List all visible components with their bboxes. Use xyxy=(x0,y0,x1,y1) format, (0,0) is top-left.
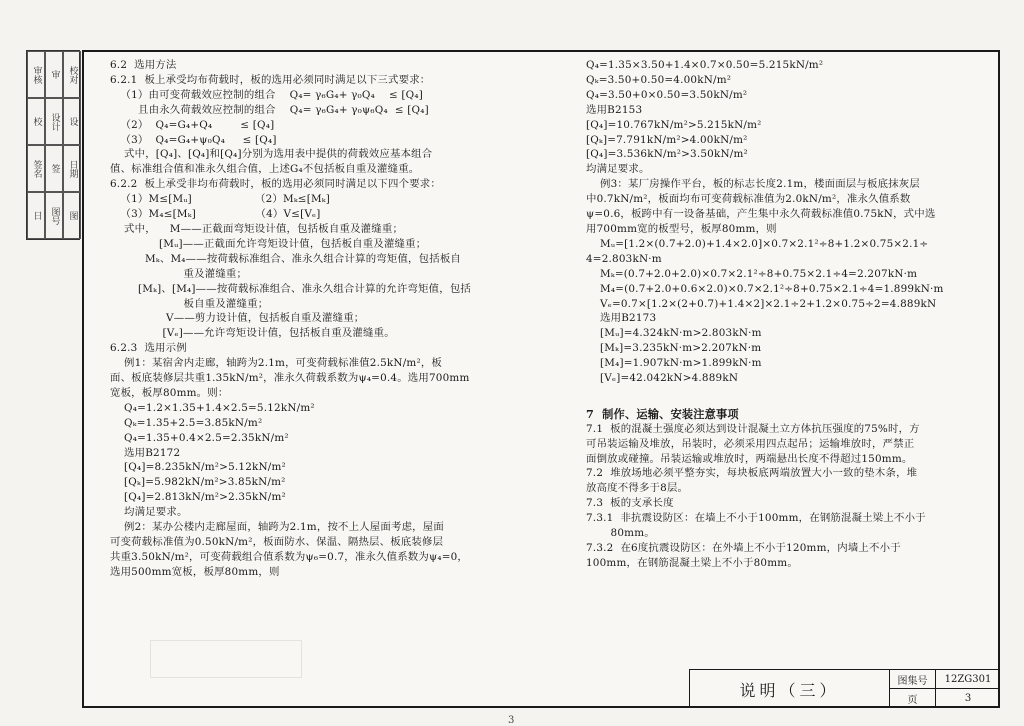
right-column-line: 7.3 板的支承长度 xyxy=(586,497,674,510)
right-column-line: M₄=(0.7+2.0+0.6×2.0)×0.7×2.1²÷8+0.75×2.1÷4=1.899kN·m xyxy=(586,282,944,295)
right-column-line: 均满足要求。 xyxy=(586,163,650,176)
left-column-line: [Mₖ]、[M₄]——按荷载标准组合、准永久组合计算的允许弯矩值，包括 xyxy=(110,282,472,295)
left-column-line: 可变荷载标准值为0.50kN/m²，板面防水、保温、隔热层、板底装修层 xyxy=(110,536,444,548)
binding-cell: 校对 xyxy=(63,51,81,98)
binding-cell: 日期 xyxy=(63,145,81,192)
right-column-line: Q₄=3.50+0×0.50=3.50kN/m² xyxy=(586,88,748,101)
right-column-line: Mᵤ=[1.2×(0.7+2.0)+1.4×2.0]×0.7×2.1²÷8+1.2×0.75×2.1÷ xyxy=(586,237,929,250)
right-column-line: 7 制作、运输、安装注意事项 xyxy=(586,406,739,421)
left-column-line: 重及灌缝重； xyxy=(110,267,248,280)
left-column-line: （3） Q₄=G₄+ψ₀Q₄ ≤ [Q₄] xyxy=(110,133,277,146)
left-column-line: [Q₄]=2.813kN/m²>2.35kN/m² xyxy=(110,491,286,504)
right-column xyxy=(586,58,990,571)
left-column xyxy=(110,58,570,580)
left-column-line: Mₖ、M₄——按荷载标准组合、准永久组合计算的弯矩值，包括板自 xyxy=(110,252,462,265)
right-column-line: ψ=0.6，板跨中有一设备基础，产生集中永久荷载标准值0.75kN，式中选 xyxy=(586,208,936,221)
right-column-line: [Q₄]=3.536kN/m²>3.50kN/m² xyxy=(586,148,748,161)
binding-cell: 日 xyxy=(27,192,45,239)
left-column-line: 共重3.50kN/m²，可变荷载组合值系数为ψ₆=0.7，准永久值系数为ψ₄=0， xyxy=(110,550,469,563)
left-column-line: 且由永久荷载效应控制的组合 Q₄= γ₆G₄+ γ₀ψ₆Q₄ ≤ [Q₄] xyxy=(110,103,429,116)
right-column-line: 80mm。 xyxy=(586,527,655,540)
faint-stamp xyxy=(150,640,302,678)
right-column-line: [Qₖ]=7.791kN/m²>4.00kN/m² xyxy=(586,133,748,146)
binding-cell: 图号 xyxy=(45,192,63,239)
atlas-number-label: 图集号 xyxy=(890,670,936,689)
left-column-line: 6.2 选用方法 xyxy=(110,59,177,71)
left-column-line: Q₄=1.35+0.4×2.5=2.35kN/m² xyxy=(110,431,289,444)
left-column-line: 式中，[Q₄]、[Q₄]和[Q₄]分别为选用表中提供的荷载效应基本组合 xyxy=(110,148,433,161)
right-column-line: Vₑ=0.7×[1.2×(2+0.7)+1.4×2]×2.1÷2+1.2×0.75÷2=4.889kN xyxy=(586,297,937,310)
right-column-line: 100mm，在钢筋混凝土梁上不小于80mm。 xyxy=(586,556,798,569)
right-column-line: [Mᵤ]=4.324kN·m>2.803kN·m xyxy=(586,327,762,340)
binding-cell: 审 xyxy=(45,51,63,98)
right-column-line: 可吊装运输及堆放，吊装时，必须采用四点起吊；运输堆放时，严禁正 xyxy=(586,437,915,450)
right-column-line: [M₄]=1.907kN·m>1.899kN·m xyxy=(586,357,762,370)
right-column-line: Mₖ=(0.7+2.0+2.0)×0.7×2.1²÷8+0.75×2.1÷4=2.207kN·m xyxy=(586,267,918,280)
right-column-line: [Vₑ]=42.042kN>4.889kN xyxy=(586,372,739,385)
right-column-line xyxy=(586,386,990,401)
left-column-line: Qₖ=1.35+2.5=3.85kN/m² xyxy=(110,416,263,429)
left-column-line: 均满足要求。 xyxy=(110,506,188,519)
left-column-line: 例1：某宿舍内走廊，轴跨为2.1m，可变荷载标准值2.5kN/m²，板 xyxy=(110,357,443,370)
left-column-line: （1）由可变荷载效应控制的组合 Q₄= γ₆G₄+ γ₀Q₄ ≤ [Q₄] xyxy=(110,88,424,101)
binding-signature-block xyxy=(26,50,80,240)
left-column-line: 6.2.1 板上承受均布荷载时，板的选用必须同时满足以下三式要求： xyxy=(110,73,431,86)
right-column-line: 选用B2173 xyxy=(586,312,657,325)
page-label: 页 xyxy=(890,689,936,708)
left-column-line: （3）M₄≤[Mₖ] （4）V≤[Vₑ] xyxy=(110,208,321,221)
left-column-line: 例2：某办公楼内走廊屋面，轴跨为2.1m，按不上人屋面考虑，屋面 xyxy=(110,521,444,534)
left-column-line: 宽板，板厚80mm。则： xyxy=(110,386,229,399)
left-column-line: 选用B2172 xyxy=(110,446,181,459)
right-column-line: 中0.7kN/m²，板面均布可变荷载标准值为2.0kN/m²，准永久值系数 xyxy=(586,193,911,206)
left-column-line: [Mᵤ]——正截面允许弯矩设计值，包括板自重及灌缝重； xyxy=(110,237,427,250)
right-column-line: [Mₖ]=3.235kN·m>2.207kN·m xyxy=(586,342,762,355)
left-column-line: （2） Q₄=G₄+Q₄ ≤ [Q₄] xyxy=(110,118,275,131)
left-column-line: [Qₖ]=5.982kN/m²>3.85kN/m² xyxy=(110,476,286,489)
right-column-line: 4=2.803kN·m xyxy=(586,252,662,265)
right-column-line: 面倒放或碰撞。吊装运输或堆放时，两端悬出长度不得超过150mm。 xyxy=(586,452,913,465)
right-column-line: 7.3.1 非抗震设防区：在墙上不小于100mm，在钢筋混凝土梁上不小于 xyxy=(586,512,926,525)
left-column-line: （1）M≤[Mᵤ] （2）Mₖ≤[Mₖ] xyxy=(110,193,331,206)
binding-cell: 签 xyxy=(45,145,63,192)
sheet-info xyxy=(890,670,1000,708)
left-column-line: 式中， M——正截面弯矩设计值，包括板自重及灌缝重； xyxy=(110,222,404,235)
left-column-line: [Vₑ]——允许弯矩设计值，包括板自重及灌缝重。 xyxy=(110,327,395,340)
right-column-line: Qₖ=3.50+0.50=4.00kN/m² xyxy=(586,73,732,86)
right-column-line: Q₄=1.35×3.50+1.4×0.7×0.50=5.215kN/m² xyxy=(586,59,824,71)
binding-cell: 设 xyxy=(63,98,81,145)
left-column-line: 板自重及灌缝重； xyxy=(110,297,269,310)
binding-cell: 审核 xyxy=(27,51,45,98)
right-column-line: 7.2 堆放场地必须平整夯实，每块板底两端放置大小一致的垫木条，堆 xyxy=(586,467,918,480)
left-column-line: 6.2.2 板上承受非均布荷载时，板的选用必须同时满足以下四个要求： xyxy=(110,178,441,191)
right-column-line: 选用B2153 xyxy=(586,103,643,116)
binding-cell: 图 xyxy=(63,192,81,239)
right-column-line: 例3：某厂房操作平台，板的标志长度2.1m，楼面面层与板底抹灰层 xyxy=(586,178,920,191)
right-column-line: 放高度不得多于8层。 xyxy=(586,482,689,495)
page-footer-number: 3 xyxy=(508,715,515,726)
left-column-line: 值、标准组合值和准永久组合值，上述G₄不包括板自重及灌缝重。 xyxy=(110,163,420,176)
right-column-line: 7.1 板的混凝土强度必须达到设计混凝土立方体抗压强度的75%时，方 xyxy=(586,422,920,435)
right-column-line: [Q₄]=10.767kN/m²>5.215kN/m² xyxy=(586,118,762,131)
right-column-line: 7.3.2 在6度抗震设防区：在外墙上不小于120mm，内墙上不小于 xyxy=(586,542,901,554)
sheet-title: 说明（三） xyxy=(690,670,890,708)
binding-cell: 设计 xyxy=(45,98,63,145)
left-column-line: Q₄=1.2×1.35+1.4×2.5=5.12kN/m² xyxy=(110,401,315,414)
left-column-line: V——剪力设计值，包括板自重及灌缝重； xyxy=(110,312,365,325)
atlas-number: 12ZG301 xyxy=(936,670,1000,689)
binding-cell: 校 xyxy=(27,98,45,145)
title-block xyxy=(689,669,1000,708)
right-column-line: 用700mm宽的板型号，板厚80mm，则 xyxy=(586,222,777,235)
left-column-line: [Q₄]=8.235kN/m²>5.12kN/m² xyxy=(110,461,286,474)
binding-cell: 签名 xyxy=(27,145,45,192)
left-column-line: 面、板底装修层共重1.35kN/m²，准永久荷载系数为ψ₄=0.4。选用700mm xyxy=(110,372,470,385)
left-column-line: 6.2.3 选用示例 xyxy=(110,342,187,355)
left-column-line: 选用500mm宽板，板厚80mm，则 xyxy=(110,565,280,578)
page-number: 3 xyxy=(964,693,972,704)
